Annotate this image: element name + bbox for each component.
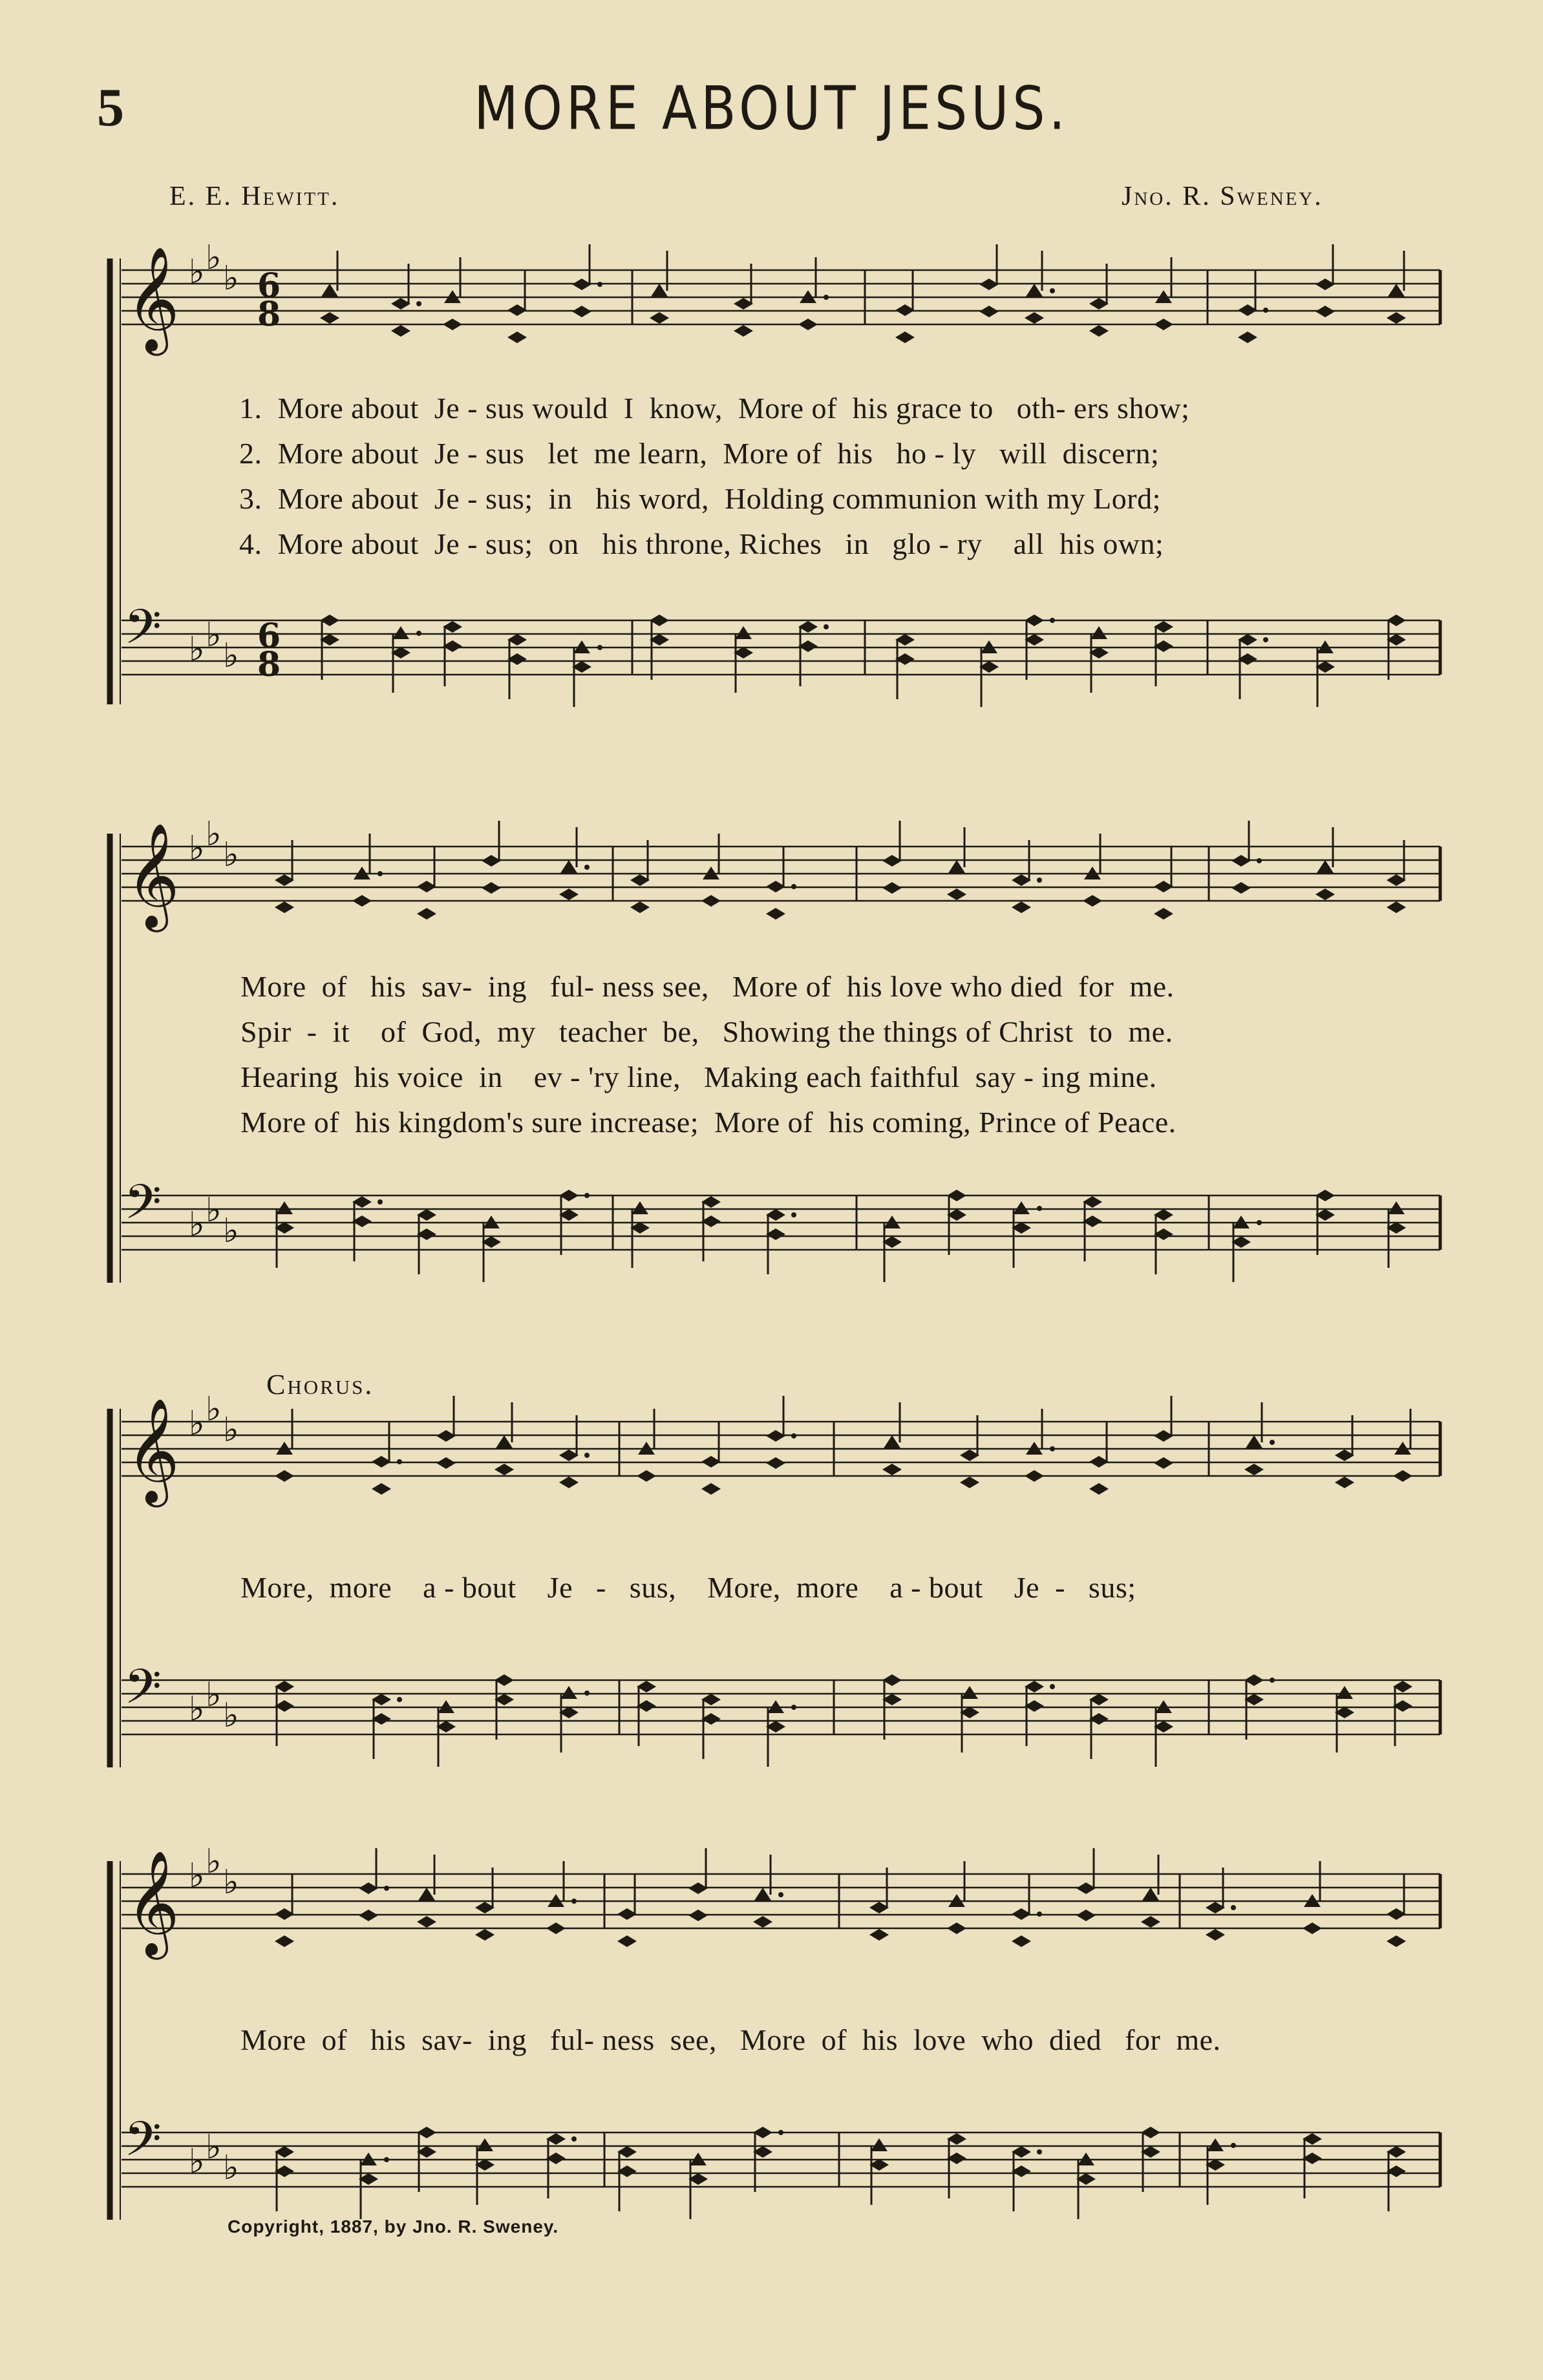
shape-note-lower-voice (1154, 908, 1173, 920)
verse-1-line-1: 1. More about Je - sus would I know, More of his grace to oth- ers show; (239, 392, 1190, 425)
shape-note-lower-voice (1315, 889, 1335, 900)
dot-augmentation (397, 1697, 402, 1702)
flat-sign-icon: ♭ (223, 637, 239, 675)
shape-note-triangle (1026, 284, 1043, 297)
bass-clef-icon: 𝄢 (124, 1659, 162, 1727)
dot-augmentation (584, 1453, 590, 1458)
shape-note-lower-voice (979, 306, 999, 317)
time-signature-top: 6 (257, 266, 281, 306)
flat-sign-icon: ♭ (206, 238, 222, 277)
shape-note-lower-voice (960, 1477, 979, 1488)
shape-note-lower-voice (1083, 895, 1102, 907)
shape-note-triangle (735, 626, 752, 639)
flat-sign-icon: ♭ (189, 1404, 205, 1443)
flat-sign-icon: ♭ (189, 253, 205, 291)
shape-note-triangle (1336, 1686, 1353, 1699)
shape-note-lower-voice (352, 895, 372, 907)
dot-augmentation (1050, 1446, 1055, 1451)
dot-augmentation (1231, 2143, 1236, 2148)
flat-sign-icon: ♭ (206, 2128, 222, 2167)
shape-note-lower-voice (482, 882, 501, 894)
shape-note-lower-voice (559, 1477, 579, 1488)
dot-augmentation (571, 2136, 577, 2142)
shape-note-lower-voice (1012, 901, 1031, 913)
shape-note-lower-voice (947, 1922, 966, 1934)
dot-augmentation (778, 1892, 783, 1897)
shape-note-triangle (1142, 1888, 1159, 1901)
bass-clef-icon: 𝄢 (124, 2111, 162, 2179)
shape-note-lower-voice (734, 325, 753, 337)
shape-note-lower-voice (701, 1483, 721, 1495)
shape-note-lower-voice (701, 895, 721, 907)
dot-augmentation (1050, 1684, 1055, 1689)
dot-augmentation (1050, 288, 1055, 293)
flat-sign-icon: ♭ (223, 2149, 239, 2187)
verse-2-line-2: Spir - it of God, my teacher be, Showing the things of Christ to me. (240, 1015, 1173, 1048)
time-signature-bottom: 8 (257, 295, 281, 334)
dot-augmentation (1037, 878, 1042, 883)
shape-note-lower-voice (753, 1916, 772, 1928)
dot-augmentation (1037, 1911, 1042, 1917)
dot-augmentation (1231, 1905, 1236, 1910)
dot-augmentation (1270, 1678, 1275, 1683)
shape-note-lower-voice (443, 319, 462, 330)
verse-4-line-1: 4. More about Je - sus; on his throne, Riches in glo - ry all his own; (239, 527, 1164, 560)
shape-note-lower-voice (1089, 325, 1109, 337)
chorus-line-2: More of his sav- ing ful- ness see, More of his love who died for me. (240, 2023, 1221, 2056)
shape-note-lower-voice (1387, 312, 1406, 324)
dot-augmentation (1257, 858, 1262, 863)
dot-augmentation (824, 295, 829, 300)
treble-clef-icon: 𝄞 (126, 246, 180, 352)
page-number: 5 (97, 78, 125, 138)
shape-note-lower-voice (275, 901, 294, 913)
bass-clef-icon: 𝄢 (124, 1174, 162, 1242)
shape-note-triangle (1207, 2138, 1224, 2151)
flat-sign-icon: ♭ (223, 1696, 239, 1735)
shape-note-lower-voice (766, 1457, 785, 1469)
shape-note-triangle (560, 1686, 577, 1699)
flat-sign-icon: ♭ (189, 829, 205, 868)
shape-note-lower-voice (391, 325, 410, 337)
shape-note-lower-voice (617, 1935, 637, 1947)
shape-note-lower-voice (1025, 312, 1044, 324)
dot-augmentation (397, 1459, 402, 1464)
shape-note-lower-voice (1387, 901, 1406, 913)
flat-sign-icon: ♭ (189, 2142, 205, 2181)
shape-note-triangle (948, 860, 965, 873)
shape-note-lower-voice (650, 312, 669, 324)
shape-note-triangle (392, 626, 409, 639)
shape-note-triangle (1246, 1435, 1262, 1448)
copyright-notice: Copyright, 1887, by Jno. R. Sweney. (228, 2217, 559, 2237)
shape-note-lower-voice (1025, 1470, 1044, 1482)
dot-augmentation (791, 884, 796, 889)
flat-sign-icon: ♭ (206, 1191, 222, 1230)
flat-sign-icon: ♭ (206, 1390, 222, 1429)
dot-augmentation (597, 645, 602, 650)
shape-note-lower-voice (1141, 1916, 1160, 1928)
dot-augmentation (416, 301, 421, 306)
shape-note-triangle (560, 860, 577, 873)
shape-note-triangle (476, 2138, 493, 2151)
shape-note-triangle (632, 1201, 648, 1214)
flat-sign-icon: ♭ (223, 1411, 239, 1449)
treble-clef-icon: 𝄞 (126, 1850, 180, 1955)
shape-note-triangle (496, 1435, 513, 1448)
shape-note-lower-voice (798, 319, 818, 330)
dot-augmentation (1037, 1206, 1042, 1211)
shape-note-lower-voice (359, 1910, 378, 1921)
dot-augmentation (791, 1705, 796, 1710)
time-signature-bottom: 8 (257, 645, 281, 684)
dot-augmentation (791, 1433, 796, 1438)
shape-note-lower-voice (1303, 1922, 1322, 1934)
shape-note-lower-voice (637, 1470, 656, 1482)
shape-note-triangle (871, 2138, 888, 2151)
shape-note-lower-voice (882, 1464, 902, 1475)
treble-clef-icon: 𝄞 (126, 823, 180, 928)
dot-augmentation (1270, 1440, 1275, 1445)
time-signature-top: 6 (257, 616, 281, 656)
verse-1-line-2: More of his sav- ing ful- ness see, More of his love who died for me. (240, 970, 1175, 1003)
flat-sign-icon: ♭ (223, 836, 239, 874)
dot-augmentation (824, 624, 829, 629)
shape-note-lower-voice (572, 306, 591, 317)
shape-note-lower-voice (372, 1483, 391, 1495)
shape-note-lower-voice (495, 1464, 514, 1475)
shape-note-lower-voice (320, 312, 339, 324)
dot-augmentation (378, 871, 383, 876)
shape-note-lower-voice (275, 1935, 294, 1947)
flat-sign-icon: ♭ (206, 1676, 222, 1714)
chorus-line-1: More, more a - bout Je - sus, More, more a - bout Je - sus; (240, 1571, 1136, 1604)
flat-sign-icon: ♭ (189, 1690, 205, 1729)
shape-note-triangle (1091, 626, 1107, 639)
shape-note-lower-voice (1244, 1464, 1264, 1475)
shape-note-lower-voice (475, 1929, 495, 1941)
chorus-label: Chorus. (266, 1369, 374, 1400)
verse-4-line-2: More of his kingdom's sure increase; More of his coming, Prince of Peace. (240, 1106, 1176, 1139)
dot-augmentation (384, 1886, 389, 1891)
shape-note-lower-voice (947, 889, 966, 900)
flat-sign-icon: ♭ (223, 259, 239, 298)
shape-note-lower-voice (1089, 1483, 1109, 1495)
shape-note-lower-voice (1335, 1477, 1354, 1488)
shape-note-triangle (1013, 1201, 1030, 1214)
verse-3-line-1: 3. More about Je - sus; in his word, Holding communion with my Lord; (239, 482, 1161, 515)
dot-augmentation (1257, 1220, 1262, 1225)
treble-clef-icon: 𝄞 (126, 1398, 180, 1503)
dot-augmentation (597, 282, 602, 287)
dot-augmentation (791, 1212, 796, 1217)
shape-note-triangle (1388, 284, 1405, 297)
shape-note-triangle (418, 1888, 435, 1901)
shape-note-lower-voice (1154, 1457, 1173, 1469)
dot-augmentation (1037, 2149, 1042, 2154)
verse-2-line-1: 2. More about Je - sus let me learn, More of his ho - ly will discern; (239, 437, 1160, 470)
dot-augmentation (1050, 618, 1055, 623)
dot-augmentation (416, 631, 421, 636)
composer-credit: Jno. R. Sweney. (1122, 182, 1323, 211)
dot-augmentation (584, 1690, 590, 1696)
shape-note-lower-voice (1231, 882, 1251, 894)
shape-note-triangle (961, 1686, 978, 1699)
shape-note-triangle (1388, 1201, 1405, 1214)
shape-note-lower-voice (1012, 1935, 1031, 1947)
dot-augmentation (584, 1193, 590, 1198)
shape-note-triangle (1317, 860, 1334, 873)
shape-note-triangle (321, 284, 338, 297)
flat-sign-icon: ♭ (189, 630, 205, 669)
shape-note-lower-voice (1238, 332, 1257, 343)
lyricist-credit: E. E. Hewitt. (169, 182, 340, 211)
shape-note-triangle (651, 284, 668, 297)
shape-note-lower-voice (436, 1457, 456, 1469)
shape-note-lower-voice (546, 1922, 566, 1934)
shape-note-lower-voice (688, 1910, 708, 1921)
shape-note-lower-voice (1076, 1910, 1096, 1921)
flat-sign-icon: ♭ (206, 616, 222, 655)
shape-note-lower-voice (882, 882, 902, 894)
shape-note-lower-voice (1154, 319, 1173, 330)
shape-note-lower-voice (1393, 1470, 1412, 1482)
page-title: MORE ABOUT JESUS. (474, 73, 1069, 143)
dot-augmentation (384, 2157, 389, 2162)
flat-sign-icon: ♭ (206, 815, 222, 854)
shape-note-lower-voice (895, 332, 915, 343)
shape-note-triangle (754, 1888, 771, 1901)
flat-sign-icon: ♭ (223, 1212, 239, 1250)
shape-note-lower-voice (1387, 1935, 1406, 1947)
dot-augmentation (1263, 637, 1268, 642)
dot-augmentation (778, 2130, 783, 2135)
dot-augmentation (571, 1899, 577, 1904)
shape-note-lower-voice (1206, 1929, 1225, 1941)
flat-sign-icon: ♭ (189, 1205, 205, 1244)
dot-augmentation (584, 865, 590, 870)
shape-note-triangle (276, 1201, 293, 1214)
dot-augmentation (378, 1199, 383, 1205)
shape-note-lower-voice (1315, 306, 1335, 317)
shape-note-lower-voice (766, 908, 785, 920)
shape-note-lower-voice (417, 1916, 436, 1928)
verse-3-line-2: Hearing his voice in ev - 'ry line, Making each faithful say - ing mine. (240, 1060, 1157, 1093)
bass-clef-icon: 𝄢 (124, 599, 162, 667)
flat-sign-icon: ♭ (189, 1857, 205, 1895)
flat-sign-icon: ♭ (223, 1863, 239, 1902)
shape-note-lower-voice (559, 889, 579, 900)
shape-note-triangle (884, 1435, 900, 1448)
flat-sign-icon: ♭ (206, 1842, 222, 1881)
shape-note-lower-voice (417, 908, 436, 920)
shape-note-lower-voice (630, 901, 650, 913)
dot-augmentation (1263, 308, 1268, 313)
shape-note-lower-voice (507, 332, 527, 343)
shape-note-lower-voice (869, 1929, 889, 1941)
shape-note-lower-voice (275, 1470, 294, 1482)
